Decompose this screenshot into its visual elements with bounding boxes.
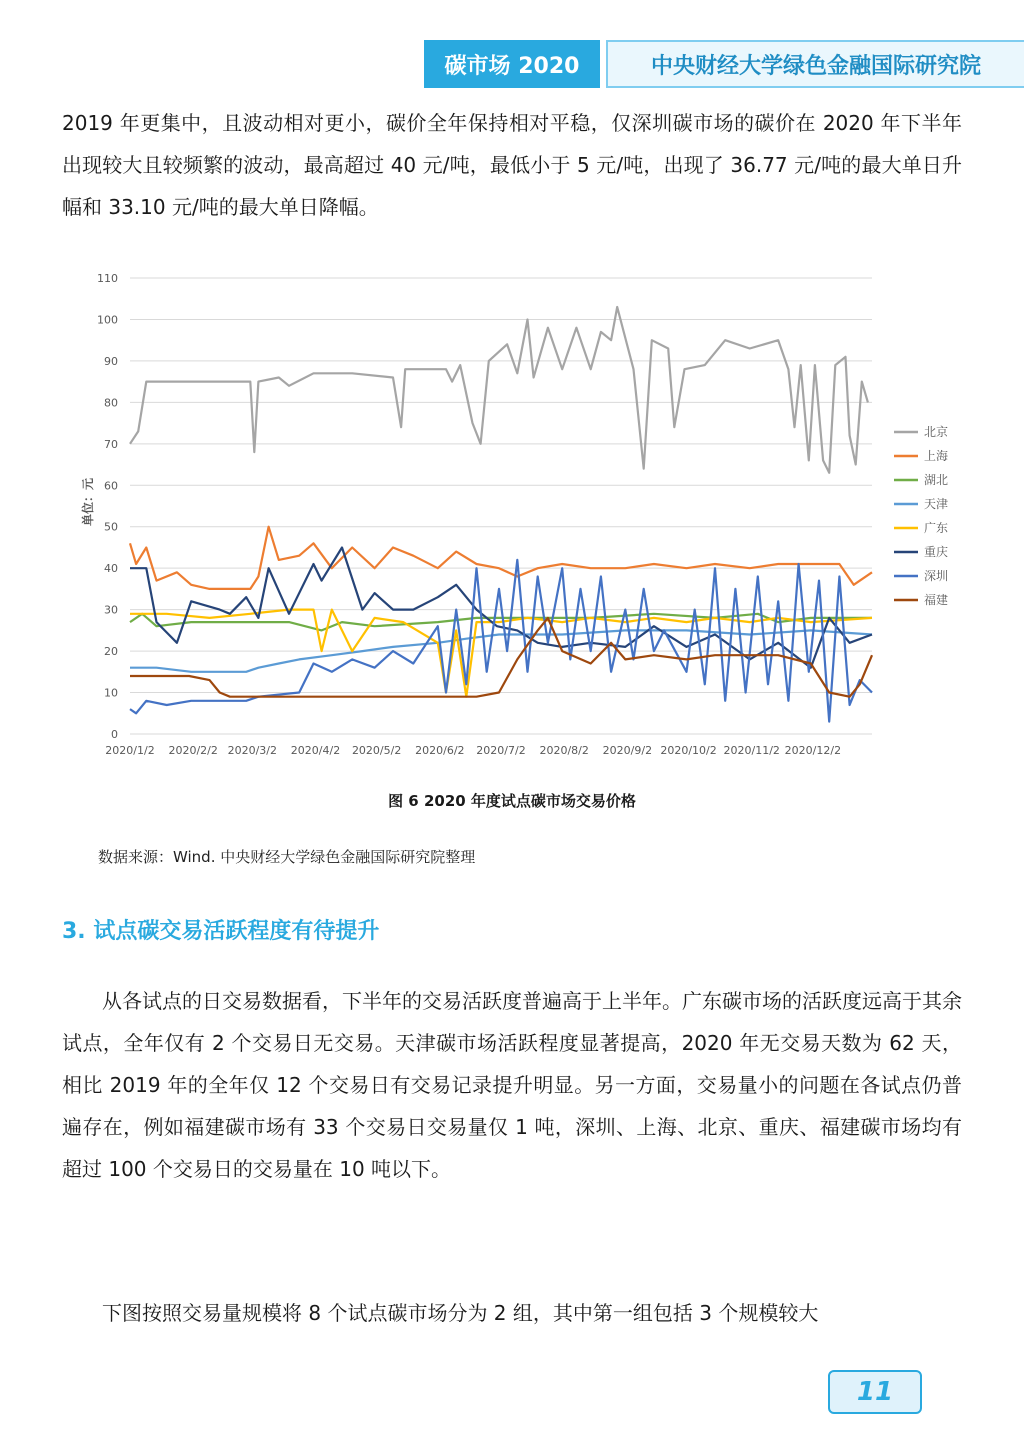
figure-source: 数据来源：Wind. 中央财经大学绿色金融国际研究院整理: [98, 848, 476, 866]
paragraph-grouping: 下图按照交易量规模将 8 个试点碳市场分为 2 组，其中第一组包括 3 个规模较大: [102, 1301, 819, 1325]
y-tick-label: 60: [104, 479, 118, 493]
legend-label: 广东: [924, 521, 949, 535]
series-line-1: [130, 307, 868, 473]
legend-label: 天津: [924, 497, 949, 511]
x-tick-label: 2020/3/2: [227, 744, 278, 757]
y-tick-label: 40: [104, 562, 118, 576]
legend-label: 湖北: [924, 473, 949, 487]
y-tick-label: 30: [104, 603, 118, 617]
x-tick-label: 2020/2/2: [168, 744, 218, 757]
x-tick-label: 2020/10/2: [660, 744, 717, 757]
x-tick-label: 2020/5/2: [351, 744, 402, 757]
x-tick-label: 2020/6/2: [415, 744, 465, 757]
page-number-text: 11: [856, 1377, 894, 1407]
chart-ylabel: 单位：元: [81, 477, 95, 527]
price-chart: [60, 262, 980, 772]
y-tick-label: 110: [97, 272, 118, 285]
x-tick-label: 2020/7/2: [476, 744, 526, 757]
legend-label: 重庆: [924, 545, 949, 559]
legend-label: 上海: [924, 449, 949, 463]
y-tick-label: 80: [104, 396, 118, 410]
x-tick-label: 2020/8/2: [539, 744, 589, 757]
header-title-left: 碳市场 2020: [424, 40, 600, 88]
figure-caption: 图 6 2020 年度试点碳市场交易价格: [388, 792, 636, 810]
section-heading: 3. 试点碳交易活跃程度有待提升: [62, 919, 380, 944]
header-title-right: 中央财经大学绿色金融国际研究院: [606, 40, 1024, 88]
y-tick-label: 10: [104, 686, 118, 700]
series-line-2: [130, 527, 872, 589]
x-tick-label: 2020/12/2: [784, 744, 842, 757]
x-tick-label: 2020/9/2: [602, 744, 653, 757]
x-tick-label: 2020/11/2: [723, 744, 780, 757]
x-tick-label: 2020/1/2: [105, 744, 155, 757]
y-tick-label: 0: [111, 728, 118, 741]
legend-label: 北京: [924, 425, 949, 439]
page-number: [828, 1370, 922, 1414]
page-header: [0, 40, 1024, 88]
series-line-8: [130, 618, 872, 697]
y-tick-label: 90: [104, 354, 118, 368]
y-tick-label: 50: [104, 520, 118, 534]
y-tick-label: 100: [97, 313, 118, 327]
legend-label: 深圳: [924, 569, 949, 583]
legend-label: 福建: [924, 593, 949, 607]
paragraph-activity: 从各试点的日交易数据看，下半年的交易活跃度普遍高于上半年。广东碳市场的活跃度远高于其余试点，全年仅有 2 个交易日无交易。天津碳市场活跃程度显著提高，2020 年无交易天数为 62 天，相比 2019 年的全年仅 12 个交易日有交易记录提升明显。另一方面，交易量小的问题在各试点仍普遍存在，例如福建碳市场有 33 个交易日交易量仅 1 吨，深圳、上海、北京、重庆、福建碳市场均有超过 100 个交易日的交易量在 10 吨以下。: [62, 989, 962, 1181]
x-tick-label: 2020/4/2: [290, 744, 341, 757]
paragraph-intro: 2019 年更集中，且波动相对更小，碳价全年保持相对平稳，仅深圳碳市场的碳价在 2020 年下半年出现较大且较频繁的波动，最高超过 40 元/吨，最低小于 5 元/吨，出现了 36.77 元/吨的最大单日升幅和 33.10 元/吨的最大单日降幅。: [62, 111, 962, 219]
y-tick-label: 20: [104, 645, 118, 659]
chart-svg: [60, 262, 980, 772]
y-tick-label: 70: [104, 437, 118, 451]
